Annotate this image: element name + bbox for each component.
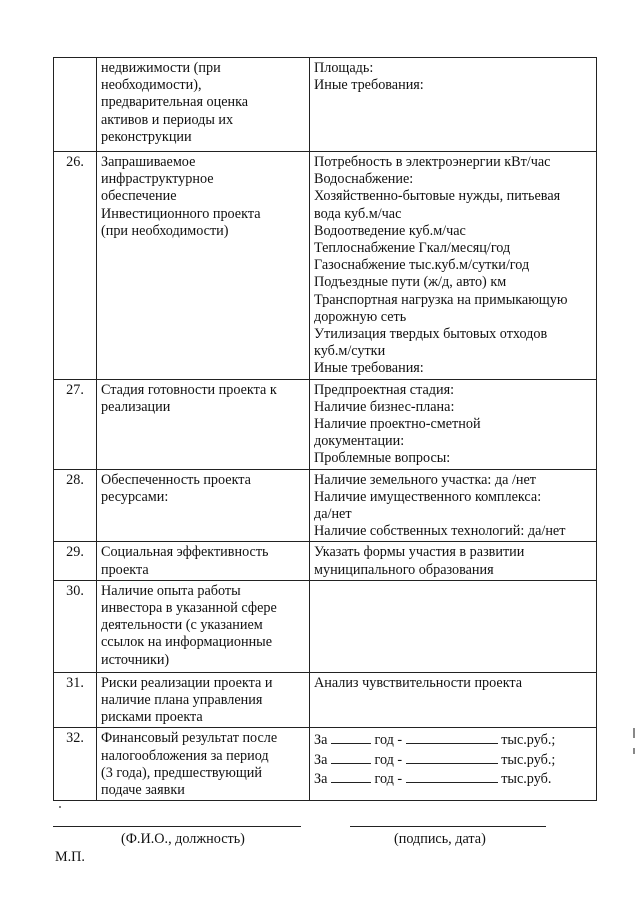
requirement-line: Теплоснабжение Гкал/месяц/год <box>314 240 511 257</box>
fio-label: (Ф.И.О., должность) <box>121 831 245 847</box>
year-blank-field[interactable] <box>331 730 371 744</box>
finance-god-label: год - <box>374 770 403 787</box>
row-title-line: активов и периоды их <box>101 111 234 128</box>
fio-signature-line <box>53 826 301 827</box>
row-title-line: предварительная оценка <box>101 94 249 111</box>
row-title-line: обеспечение <box>101 188 177 205</box>
amount-blank-field[interactable] <box>406 769 498 783</box>
requirement-line: дорожную сеть <box>314 308 407 325</box>
row-title-cell <box>97 672 310 728</box>
row-title-line: инфраструктурное <box>101 171 214 188</box>
requirement-line: Предпроектная стадия: <box>314 381 455 398</box>
finance-unit-label: тыс.руб. <box>501 770 552 787</box>
row-title-line: (при необходимости) <box>101 222 229 239</box>
row-title-cell <box>97 580 310 672</box>
finance-za-label: За <box>314 751 328 768</box>
requirement-line: Хозяйственно-бытовые нужды, питьевая <box>314 188 561 205</box>
row-number: 30. <box>54 580 97 672</box>
requirement-line: Потребность в электроэнергии кВт/час <box>314 154 551 170</box>
row-requirements-cell <box>310 379 597 469</box>
finance-god-label: год - <box>374 732 403 749</box>
row-title-line: реализации <box>101 398 171 415</box>
row-number: 31. <box>54 672 97 728</box>
row-title-line: Риски реализации проекта и <box>101 674 273 691</box>
row-title-line: ссылок на информационные <box>101 634 272 651</box>
form-row <box>54 728 597 801</box>
requirement-line: вода куб.м/час <box>314 205 402 222</box>
row-requirements-cell <box>310 672 597 728</box>
row-number <box>54 58 97 152</box>
row-title-line: проекта <box>101 561 149 578</box>
requirement-line: Газоснабжение тыс.куб.м/сутки/год <box>314 257 530 274</box>
requirement-line: Наличие земельного участка: да /нет <box>314 471 537 488</box>
row-number: 28. <box>54 469 97 542</box>
row-requirements-cell <box>310 58 597 152</box>
row-title-line: (3 года), предшествующий <box>101 764 262 781</box>
row-requirements-cell <box>310 469 597 542</box>
year-blank-field[interactable] <box>331 750 371 764</box>
row-title-line: реконструкции <box>101 128 192 145</box>
finance-unit-label: тыс.руб.; <box>501 751 556 768</box>
row-title-line: необходимости), <box>101 77 202 94</box>
row-title-cell <box>97 469 310 542</box>
finance-result-line <box>314 750 592 769</box>
row-title-line: налогообложения за период <box>101 747 269 764</box>
requirement-line: Наличие имущественного комплекса: <box>314 488 542 505</box>
requirement-line: документации: <box>314 433 405 450</box>
application-form-table <box>53 57 597 801</box>
form-row <box>54 379 597 469</box>
row-title-line: деятельности (с указанием <box>101 617 263 634</box>
row-number: 26. <box>54 152 97 380</box>
finance-result-line <box>314 769 592 788</box>
amount-blank-field[interactable] <box>406 750 498 764</box>
amount-blank-field[interactable] <box>406 730 498 744</box>
finance-result-line <box>314 730 592 749</box>
row-title-cell <box>97 152 310 380</box>
row-requirements-cell <box>310 152 597 380</box>
row-title-cell <box>97 542 310 580</box>
requirement-line: Иные требования: <box>314 77 424 94</box>
finance-za-label: За <box>314 732 328 749</box>
form-row <box>54 672 597 728</box>
finance-unit-label: тыс.руб.; <box>501 732 556 749</box>
row-title-line: Стадия готовности проекта к <box>101 381 277 398</box>
row-title-cell <box>97 728 310 801</box>
row-requirements-cell <box>310 542 597 580</box>
requirement-line: Наличие собственных технологий: да/нет <box>314 523 566 540</box>
row-number: 27. <box>54 379 97 469</box>
requirement-line: Иные требования: <box>314 360 424 377</box>
requirement-line: Транспортная нагрузка на примыкающую <box>314 291 568 308</box>
row-title-line: Наличие опыта работы <box>101 582 241 599</box>
row-title-line: подаче заявки <box>101 782 185 799</box>
requirement-line: да/нет <box>314 506 352 523</box>
sign-date-line <box>350 826 546 827</box>
row-title-line: ресурсами: <box>101 488 169 505</box>
requirement-line: Проблемные вопросы: <box>314 450 451 467</box>
requirement-line: Площадь: <box>314 60 374 76</box>
form-table-body <box>54 58 597 801</box>
year-blank-field[interactable] <box>331 769 371 783</box>
form-row <box>54 542 597 580</box>
row-title-line: Инвестиционного проекта <box>101 205 261 222</box>
form-row <box>54 580 597 672</box>
sign-date-label: (подпись, дата) <box>394 831 486 847</box>
requirement-line: Указать формы участия в развитии <box>314 544 525 561</box>
requirement-line: Наличие бизнес-плана: <box>314 398 455 415</box>
row-title-line: источники) <box>101 651 170 668</box>
form-row <box>54 469 597 542</box>
form-row <box>54 152 597 380</box>
row-number: 32. <box>54 728 97 801</box>
row-requirements-cell <box>310 580 597 672</box>
scan-edge-mark <box>633 728 635 738</box>
row-title-line: Финансовый результат после <box>101 730 278 747</box>
requirement-line: Водоснабжение: <box>314 171 414 188</box>
requirement-line: Утилизация твердых бытовых отходов <box>314 326 548 343</box>
row-title-line: наличие плана управления <box>101 692 263 709</box>
row-title-line: Обеспеченность проекта <box>101 471 251 488</box>
finance-god-label: год - <box>374 751 403 768</box>
stamp-label: М.П. <box>55 849 85 865</box>
row-title-line: инвестора в указанной сфере <box>101 600 277 617</box>
row-number: 29. <box>54 542 97 580</box>
scan-edge-mark <box>633 748 635 754</box>
requirement-line: куб.м/сутки <box>314 343 386 360</box>
row-title-line: рисками проекта <box>101 709 203 726</box>
requirement-line: Наличие проектно-сметной <box>314 416 481 433</box>
row-title-line: недвижимости (при <box>101 60 221 76</box>
scan-speck <box>59 806 61 808</box>
requirement-line: Подъездные пути (ж/д, авто) км <box>314 274 507 291</box>
form-row <box>54 58 597 152</box>
requirement-line: муниципального образования <box>314 561 494 578</box>
row-title-cell <box>97 58 310 152</box>
row-title-cell <box>97 379 310 469</box>
requirement-line: Водоотведение куб.м/час <box>314 222 466 239</box>
row-title-line: Социальная эффективность <box>101 544 269 561</box>
requirement-line: Анализ чувствительности проекта <box>314 674 523 691</box>
finance-za-label: За <box>314 770 328 787</box>
row-requirements-cell <box>310 728 597 801</box>
row-title-line: Запрашиваемое <box>101 154 196 170</box>
